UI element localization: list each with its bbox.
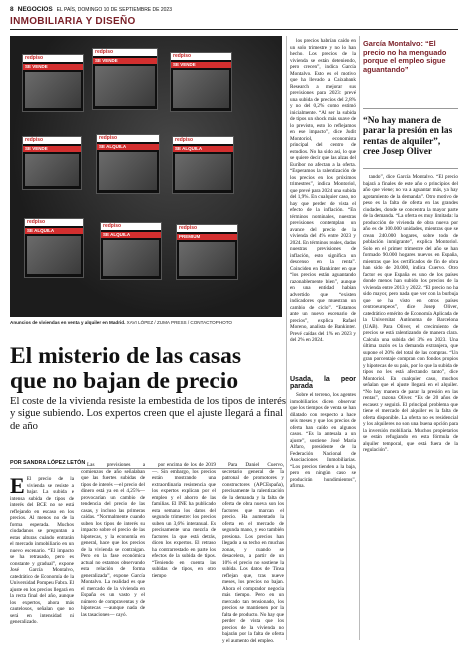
listing-sign: redpiso SE ALQUILA [100, 222, 162, 280]
body-column-4: los precios habrían caído en un solo trimestre y no lo han hecho. Los precios de la vivienda se están deteniendo, pero crecen”, indica García Montalvo. Esto es el motivo que ha llevado a Caixabank Research a mejorar sus previsiones para 2023: prevé una subida de precios del 2,8% y no del 0,2% como estimó inicialmente. “Al ser la subida de tipos un shock más suave de lo previsto, esto lo reflejamos en ese impacto”, dice Judit Montoriol, economista principal del centro de estudios. No ha sido así, lo que se quiere decir que las alzas del Euríbor no afectan a la oferta. “Esperamos la ralentización de los precios en los próximos trimestres”, indica Montoriol, que prevé para 2024 una subida del 1,9%. En cualquier caso, no hay que perder de vista el efecto de la inflación. “En términos nominales, nuestras previsiones contemplan un avance del precio de la vivienda del 4% entre 2023 y 2024. En términos reales, dadas nuestras previsiones de inflación, esto significa un descenso en la renta”. Coinciden en Bankinter en que “los precios están aguantando razonablemente bien”, aunque en una entidad habían advertido que “existen indicadores que muestran un cambio de ciclo”. “Estamos ante un nuevo escenario de precios”, explica Rafael Moreno, analista de Bankinter. Prevé caídas del 1% en 2023 y del 2% en 2024. [290, 38, 356, 343]
pull-quote: “No hay manera de parar la presión en las rentas de alquiler”, cree Josep Oliver [363, 116, 453, 158]
edition-line: EL PAÍS, DOMINGO 10 DE SEPTIEMBRE DE 2023 [56, 7, 172, 13]
listing-sign: redpiso SE ALQUILA [24, 218, 84, 278]
body-column-6: Para Daniel Cuervo, secretario general de la patronal de promotores y constructores (APCEspaña), precisamente la ralentización de la demanda y la falta de oferta de obra nueva son los factores que marcan el precio. Ha aumentado la oferta en el mercado de segunda mano, y eso también presiona. Los precios han llegado a su techo en muchas zonas, y cuando se desacelera, a partir de un 10% el precio no sostiene la subida. Los datos de Tinsa reflejan que, tras nueve meses, los precios no bajan. Ahora el comprador negocia más tiempo. Pero en un mercado tan tensionado, los precios se mantienen por la falta de producto. No hay que perder de vista que los precios de la vivienda no bajarán por la falta de oferta y el aumento del empleo. [222, 462, 284, 644]
sidebar-title: García Montalvo: “El precio no ha menguado porque el empleo sigue aguantando” [363, 39, 447, 74]
header-rule [10, 29, 458, 30]
listing-sign: redpiso SE VENDE [170, 52, 232, 112]
folio [10, 6, 172, 13]
listing-sign: redpiso SE VENDE [92, 48, 158, 110]
lead-photo [10, 36, 282, 317]
deck: El coste de la vivienda resiste la embestida de los tipos de interés y sigue subiendo. Los expertos creen que el ajuste llegará a final de año [10, 396, 286, 432]
photo-caption: Anuncios de viviendas en venta y alquiler en Madrid. XAVI LÓPEZ / ZUMA PRESS / CONTACTOPHOTO [10, 320, 233, 325]
body-column-5: Usada, la peor parada Sobre el terreno, los agentes inmobiliarios dicen observar que los tiempos de venta se han dilatado con respecto a hace seis meses y que los precios de oferta han caído en algunos casos. “Es la antesala a un ajuste”, sostiene José María Alfaro, presidente de la Federación Nacional de Asociaciones Inmobiliarias. “Los precios tienden a la baja, pero en ningún caso se producirán hundimientos”, afirma. [290, 376, 356, 489]
body-column-1: E El precio de la vivienda se resiste a bajar. La subida e intensa subida de tipos de interés del BCE no se está reflejando en escaso en los precios. Al menos no de la forma esperada. Muchos ciudadanos se preguntan a estas alturas cuándo entrarán el mercado inmobiliario en un nuevo escenario. “El impacto se ha retrasado, pero es constante y gradual”, expone José García Montalvo, catedrático de Economía de la Universidad Pompeu Fabra. El ajuste en los precios llegará en la recta final del año, aunque los expertos, ahora más cautelosos, señalan que no será en intensidad ni generalizado. [10, 473, 74, 625]
body-column-2: Las previsiones a comienzos de año señalaban que las fuertes subidas de tipos de interés —el precio del dinero está ya en el 4,25%— provocarían un cambio de tendencia del precio de las casas, y incluso las primeras caídas. “Normalmente cuando suben los tipos de interés su impacto sobre el precio de las hipotecas, y la economía en general, hace que los precios de la vivienda se contraigan. Pero en la fase económica actual no estamos observando esta relación de forma generalizada”, expone García Montalvo. La realidad es que el mercado de la vivienda en España es un vasto y el número de compraventas y de hipotecas —aunque nada de las tasaciones— cayó. [81, 462, 145, 618]
byline: POR SANDRA LÓPEZ LETÓN [10, 460, 86, 466]
subhead: Usada, la peor parada [290, 376, 356, 390]
photo-credit: XAVI LÓPEZ / ZUMA PRESS / CONTACTOPHOTO [126, 320, 233, 325]
body-column-3: por encima de los de 2019—. Sin embargo, los precios están mostrando una extraordinaria resistencia que los expertos explican por el empleo y el ahorro de las familias. El INE ha publicado esta semana los datos del segundo trimestre: los precios suben un 3,6% interanual. Es precisamente una mezcla de factores la que está detrás, dicen los expertos. El retraso ha contrarrestado en parte los efectos de la subida de tipos. “Teniendo en cuenta las subidas de tipos, en otro tiempo [152, 462, 216, 579]
drop-cap: E [10, 473, 25, 498]
section-title: INMOBILIARIA Y DISEÑO [10, 16, 136, 27]
section-tag: NEGOCIOS [17, 6, 53, 13]
listing-sign: redpiso SE ALQUILA [172, 136, 234, 194]
listing-sign: redpiso SE ALQUILA [96, 134, 160, 194]
listing-sign: redpiso SE VENDE [22, 136, 82, 190]
listing-sign: redpiso SE VENDE [22, 54, 84, 112]
listing-sign: redpiso PREMIUM [176, 224, 238, 280]
body-column-7: tando”, dice García Montalvo. “El precio bajará a finales de este año o principios del año que viene; no va a aguantar más, ya hay agotamiento de la demanda”. Otro motivo de peso es la falta de oferta en las grandes ciudades, donde se concentra la mayor parte de la demanda. “La oferta es muy limitada: la producción de vivienda de obra nueva por año es de 100.000 unidades, mientras que se crean 240.000 hogares, sobre todo de población inmigrante”, explica Montoriol. Solo en el primer trimestre del año se han formado 90.000 hogares nuevos en España, mientras que los certificados de fin de obra han sido de 20.000, indica Cuervo. Otro factor es que España es uno de los países donde menos han subido los precios de la vivienda entre 2013 y 2022. “El precio no ha sido mayor, pero nada que ver con la burbuja que se ha visto en otros países centroeuropeos”, dice Josep Oliver, catedrático emérito de Economía Aplicada de la Universitat Autònoma de Barcelona (UAB). Para Oliver, el crecimiento de precios se está ralentizando de manera clara. Calcula una subida del 3% en 2023. Una última razón es la demanda extranjera, que supone el 20% del total de las compras. “Un gran porcentaje compran con fondos propios y hipotecas de su país, por lo que la subida de tipos no les está afectando tanto”, dice Montoriol. En cualquier caso, muchos señalan que el ajuste llegará en el alquiler. “No hay manera de parar la presión en las rentas”, razona Oliver. “Es de 20 años de escasez y seguirá. El principal problema que tiene el mercado del alquiler es la falta de oferta disponible. La oferta no es residencial y los alquileres no son una buena opción para la inversión mobiliaria. Muchos propietarios se están refugiando en esta fórmula de alquiler temporal, que está fuera de la regulación”. [363, 174, 458, 453]
page-number: 8 [10, 6, 14, 13]
headline: El misterio de las casas que no bajan de precio [10, 343, 242, 394]
